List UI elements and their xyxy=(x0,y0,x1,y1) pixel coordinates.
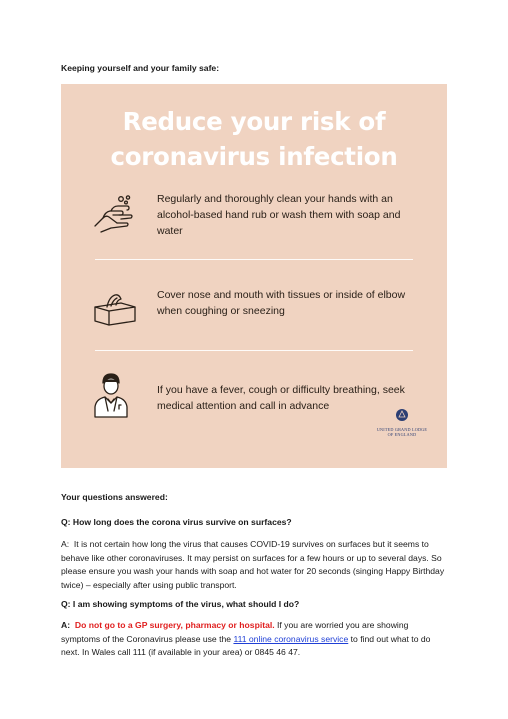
poster-divider-1 xyxy=(95,259,413,260)
answer-1 xyxy=(61,538,446,592)
intro-heading: Keeping yourself and your family safe: xyxy=(61,63,220,73)
answer-1-prefix: A: xyxy=(61,539,70,549)
tip-cover-cough: Cover nose and mouth with tissues or inside of elbow when coughing or sneezing xyxy=(157,289,406,317)
tip-hand-washing: Regularly and thoroughly clean your hands with an alcohol-based hand rub or wash them with soap and water xyxy=(157,193,401,237)
ugle-logo xyxy=(371,408,433,437)
question-2: Q: I am showing symptoms of the virus, what should I do? xyxy=(61,599,300,609)
answer-2-prefix: A: xyxy=(61,620,71,630)
tip-seek-medical-attention: If you have a fever, cough or difficulty breathing, seek medical attention and call in advance xyxy=(157,384,405,412)
poster-title-line-1: Reduce your risk of xyxy=(122,107,386,136)
tissue-box-icon xyxy=(91,291,139,327)
answer-2-text-2: to find out what to do next. In Wales call 111 (if available in your area) or 0845 46 47. xyxy=(61,633,431,658)
nhs-111-online-link[interactable]: 111 online coronavirus service xyxy=(233,633,349,644)
ugle-crest-icon xyxy=(395,408,409,422)
logo-text-line-1: UNITED GRAND LODGE xyxy=(376,427,428,432)
question-1: Q: How long does the corona virus survive on surfaces? xyxy=(61,517,292,527)
hand-washing-icon xyxy=(91,194,139,234)
answer-1-text: It is not certain how long the virus that causes COVID-19 survives on surfaces but it seems to behave like other coronaviruses. It may persist on surfaces for a few hours or up to several days. So please ensure you wash your hands with soap and hot water for 20 seconds (singing Happy Birthday twice) – especially after using public transport. xyxy=(61,539,445,590)
questions-heading: Your questions answered: xyxy=(61,492,168,502)
answer-2-warning: Do not go to a GP surgery, pharmacy or hospital. xyxy=(74,620,275,630)
poster-title xyxy=(61,104,447,174)
doctor-icon xyxy=(91,371,131,419)
poster-title-line-2: coronavirus infection xyxy=(110,142,398,171)
poster-divider-2 xyxy=(95,350,413,351)
answer-2 xyxy=(61,619,446,660)
answer-2-text-1: If you are worried you are showing symptoms of the Coronavirus please use the xyxy=(61,620,409,644)
logo-text-line-2: OF ENGLAND xyxy=(387,432,417,437)
safety-poster xyxy=(61,84,447,468)
